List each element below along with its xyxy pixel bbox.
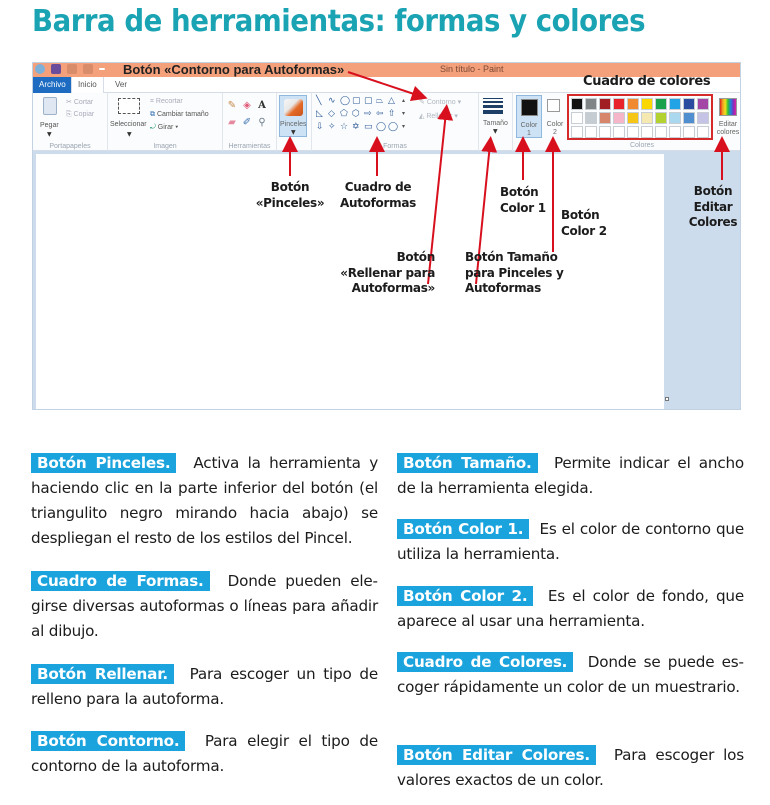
palette-swatch[interactable]: [585, 112, 597, 124]
copiar-button[interactable]: ⎘ Copiar: [66, 111, 95, 118]
copiar-label: Copiar: [73, 111, 95, 118]
palette-swatch[interactable]: [641, 126, 653, 138]
girar-label: Girar: [157, 124, 174, 131]
selection-icon: [118, 98, 140, 114]
shape-star-4[interactable]: ✧: [328, 122, 336, 132]
ribbon: [33, 93, 740, 151]
palette-swatch[interactable]: [599, 98, 611, 110]
chevron-down-icon: ▼: [493, 128, 498, 135]
shape-pentagon[interactable]: ⬠: [340, 109, 348, 119]
term-highlight: Botón Color 1.: [397, 519, 529, 539]
shape-arrow-left[interactable]: ⇦: [376, 109, 384, 119]
cortar-label: Cortar: [73, 99, 94, 106]
eraser-icon[interactable]: ▰: [228, 117, 236, 128]
brush-icon: [284, 99, 303, 116]
color-picker-icon[interactable]: ✐: [242, 117, 252, 128]
annotation-color2: [561, 208, 607, 239]
contorno-callout-label: Botón «Contorno para Autoformas»: [123, 62, 345, 77]
description-text: Para escoger los valores exactos de un color.: [397, 746, 744, 789]
group-imagen: [108, 93, 223, 151]
group-label-imagen: Imagen: [153, 143, 177, 150]
fill-bucket-icon[interactable]: ◈: [243, 100, 251, 111]
term-highlight: Botón Pinceles.: [31, 453, 176, 473]
palette-swatch[interactable]: [683, 112, 695, 124]
color2-button[interactable]: [544, 95, 566, 138]
group-herramientas: [223, 93, 277, 151]
term-highlight: Botón Editar Colores.: [397, 745, 596, 765]
outline-icon: ✎: [419, 99, 425, 106]
description-contorno: [31, 729, 378, 779]
shape-arrow-up[interactable]: ⇧: [388, 109, 396, 119]
save-icon[interactable]: [51, 64, 61, 74]
description-text: Permite indicar el ancho de la herramienta elegida.: [397, 454, 744, 497]
cambiar-tamano-button[interactable]: [150, 111, 209, 119]
pegar-label: Pegar: [40, 122, 59, 129]
palette-swatch[interactable]: [641, 112, 653, 124]
chevron-down-icon: ▼: [127, 131, 132, 138]
annotation-rellenar: [330, 250, 435, 297]
description-text: Donde se puede escoger rápidamente un color de un muestrario.: [397, 653, 744, 696]
redo-icon[interactable]: [83, 64, 93, 74]
rellenar-label: Rellenar: [426, 113, 453, 120]
term-highlight: Botón Contorno.: [31, 731, 185, 751]
annotation-line: Editar: [693, 199, 733, 214]
group-label-colores: Colores: [629, 142, 655, 149]
palette-swatch[interactable]: [627, 98, 639, 110]
gallery-scroll-down[interactable]: ▾: [402, 110, 406, 117]
annotation-line: Botón Tamaño: [465, 250, 558, 264]
customize-qat-icon[interactable]: [99, 68, 105, 70]
recortar-button[interactable]: ⌗ Recortar: [150, 98, 183, 105]
annotation-line: Color 2: [561, 223, 607, 238]
shape-line[interactable]: ╲: [316, 96, 322, 106]
editar-colores-button[interactable]: [716, 95, 740, 138]
shape-callout-oval[interactable]: ◯: [376, 122, 387, 132]
group-label-formas: Formas: [383, 143, 407, 150]
description-cuadro-colores: [397, 650, 744, 700]
undo-icon[interactable]: [67, 64, 77, 74]
term-highlight: Botón Color 2.: [397, 586, 533, 606]
paint-app-icon: [35, 64, 45, 74]
palette-swatch[interactable]: [655, 112, 667, 124]
chevron-down-icon[interactable]: ▼: [291, 129, 296, 136]
annotation-line: Color 1: [500, 200, 546, 215]
annotation-line: Botón: [561, 208, 600, 222]
palette-swatch[interactable]: [697, 126, 709, 138]
gallery-scroll-up[interactable]: ▴: [402, 97, 406, 104]
palette-swatch[interactable]: [585, 126, 597, 138]
line-size-icon: [483, 98, 503, 116]
color1-button[interactable]: [516, 95, 542, 138]
text-icon[interactable]: A: [258, 100, 266, 111]
shape-callout-cloud[interactable]: ◯: [388, 122, 399, 132]
palette-swatch[interactable]: [613, 112, 625, 124]
description-color2: [397, 584, 744, 634]
canvas-resize-handle[interactable]: [665, 397, 669, 401]
color-palette: [567, 94, 713, 140]
term-highlight: Cuadro de Formas.: [31, 571, 210, 591]
description-rellenar: [31, 662, 378, 712]
resize-icon: ⧉: [150, 111, 155, 118]
pinceles-button[interactable]: [279, 95, 307, 137]
description-color1: [397, 517, 744, 567]
annotation-autoformas: [338, 180, 418, 211]
fill-icon: ◭: [419, 113, 425, 120]
group-portapapeles: [33, 93, 108, 151]
chevron-down-icon: ▼: [47, 131, 52, 138]
shape-star-5[interactable]: ☆: [340, 122, 349, 132]
palette-swatch[interactable]: [683, 98, 695, 110]
group-label-portapapeles: Portapapeles: [49, 143, 91, 150]
gallery-expand[interactable]: ▾: [402, 123, 406, 130]
shapes-gallery[interactable]: [316, 96, 411, 134]
shape-callout-rect[interactable]: ▭: [364, 122, 373, 132]
annotation-editar: [683, 184, 743, 231]
palette-swatch[interactable]: [669, 112, 681, 124]
shape-right-triangle[interactable]: ◺: [316, 109, 323, 119]
shape-oval[interactable]: ◯: [340, 96, 351, 106]
shape-curve[interactable]: ∿: [328, 96, 336, 106]
annotation-line: Colores: [688, 215, 738, 229]
girar-button[interactable]: ⤾ Girar ▾: [150, 124, 179, 131]
term-highlight: Botón Tamaño.: [397, 453, 538, 473]
description-text: Es el color de contorno que utiliza la herramienta.: [397, 520, 744, 563]
palette-swatch[interactable]: [627, 126, 639, 138]
annotation-line: «Pinceles»: [255, 195, 325, 210]
pencil-icon[interactable]: ✎: [227, 100, 237, 111]
annotation-tamano: [465, 250, 563, 297]
color1-number: 1: [527, 130, 531, 137]
palette-swatch[interactable]: [613, 98, 625, 110]
description-text: Activa la herramienta y haciendo clic en la parte inferior del botón (el triangulito negro mirando hacia abajo) se despliegan el resto de los estilos del Pincel.: [31, 454, 378, 547]
annotation-line: Autoformas: [465, 281, 541, 295]
term-highlight: Botón Rellenar.: [31, 664, 174, 684]
description-formas: [31, 569, 378, 644]
color1-label: Color: [520, 122, 538, 129]
color2-number: 2: [553, 129, 557, 136]
shape-arrow-down[interactable]: ⇩: [316, 122, 324, 132]
pinceles-label: Pinceles: [280, 121, 307, 128]
description-editar-colores: [397, 743, 744, 793]
annotation-line: Botón: [396, 250, 435, 264]
palette-swatch[interactable]: [571, 98, 583, 110]
editar-label: Editar: [718, 121, 738, 128]
contorno-button[interactable]: ✎ Contorno ▾: [419, 99, 462, 106]
palette-swatch[interactable]: [599, 112, 611, 124]
tab-inicio[interactable]: Inicio: [71, 77, 104, 93]
palette-swatch[interactable]: [641, 98, 653, 110]
edit-colors-icon: [719, 98, 737, 116]
group-label-herramientas: Herramientas: [228, 143, 271, 150]
shape-diamond[interactable]: ◇: [328, 109, 335, 119]
palette-swatch[interactable]: [571, 126, 583, 138]
paint-window: [32, 62, 741, 410]
palette-swatch[interactable]: [655, 98, 667, 110]
clipboard-icon: [43, 97, 57, 115]
annotation-line: para Pinceles y: [465, 265, 564, 280]
page-title: Barra de herramientas: formas y colores: [32, 4, 646, 39]
description-pinceles: [31, 451, 378, 551]
palette-swatch[interactable]: [669, 126, 681, 138]
tamano-label: Tamaño: [483, 120, 508, 127]
shape-star-6[interactable]: ✡: [352, 122, 360, 132]
palette-swatch[interactable]: [697, 98, 709, 110]
editar-label-2: colores: [716, 129, 740, 136]
description-text: Donde pueden elegirse diversas autoformas o líneas para añadir al dibujo.: [31, 572, 379, 640]
annotation-pinceles: [255, 180, 325, 211]
magnifier-icon[interactable]: ⚲: [258, 117, 266, 128]
annotation-line: «Rellenar para: [340, 265, 435, 280]
shape-rectangle[interactable]: ▢: [352, 96, 361, 106]
palette-swatch[interactable]: [613, 126, 625, 138]
description-text: Para escoger un tipo de relleno para la autoforma.: [31, 665, 378, 708]
color2-label: Color: [546, 121, 564, 128]
palette-swatch[interactable]: [655, 126, 667, 138]
quick-access-toolbar: [35, 64, 105, 74]
shape-rounded-rectangle[interactable]: ▢: [364, 96, 373, 106]
palette-swatch[interactable]: [599, 126, 611, 138]
description-tamano: [397, 451, 744, 501]
palette-swatch[interactable]: [585, 98, 597, 110]
annotation-line: Botón: [500, 185, 539, 199]
rotate-icon: ⤾: [150, 124, 156, 131]
palette-swatch[interactable]: [697, 112, 709, 124]
color1-swatch: [521, 99, 538, 116]
contorno-label: Contorno: [426, 99, 456, 106]
shape-polygon[interactable]: ⏢: [376, 96, 384, 106]
palette-swatch[interactable]: [683, 126, 695, 138]
palette-swatch[interactable]: [669, 98, 681, 110]
rellenar-button[interactable]: ◭ Rellenar ▾: [419, 113, 458, 120]
annotation-line: Autoformas»: [351, 281, 435, 295]
annotation-line: Botón: [270, 180, 310, 194]
annotation-line: Botón: [693, 184, 733, 198]
tab-archivo[interactable]: Archivo: [33, 77, 72, 93]
shape-triangle[interactable]: △: [388, 96, 395, 106]
annotation-cuadro-colores: Cuadro de colores: [583, 74, 711, 89]
tab-ver[interactable]: Ver: [115, 80, 128, 89]
term-highlight: Cuadro de Colores.: [397, 652, 573, 672]
annotation-line: Autoformas: [340, 195, 416, 210]
annotation-color1: [500, 185, 546, 216]
seleccionar-label: Seleccionar: [110, 121, 147, 128]
shape-hexagon[interactable]: ⬡: [352, 109, 360, 119]
recortar-label: Recortar: [155, 98, 183, 105]
cortar-button[interactable]: ✂ Cortar: [66, 99, 94, 106]
tamano-button[interactable]: [479, 93, 513, 151]
palette-swatch[interactable]: [571, 112, 583, 124]
window-title: Sin título - Paint: [440, 64, 504, 74]
shape-arrow-right[interactable]: ⇨: [364, 109, 372, 119]
annotation-line: Cuadro de: [344, 180, 412, 194]
palette-swatch[interactable]: [627, 112, 639, 124]
color2-swatch: [547, 99, 560, 112]
cambiar-tamano-label: Cambiar tamaño: [156, 111, 209, 118]
description-text: Para elegir el tipo de contorno de la autoforma.: [31, 732, 378, 775]
description-text: Es el color de fondo, que aparece al usar una herramienta.: [397, 587, 744, 630]
